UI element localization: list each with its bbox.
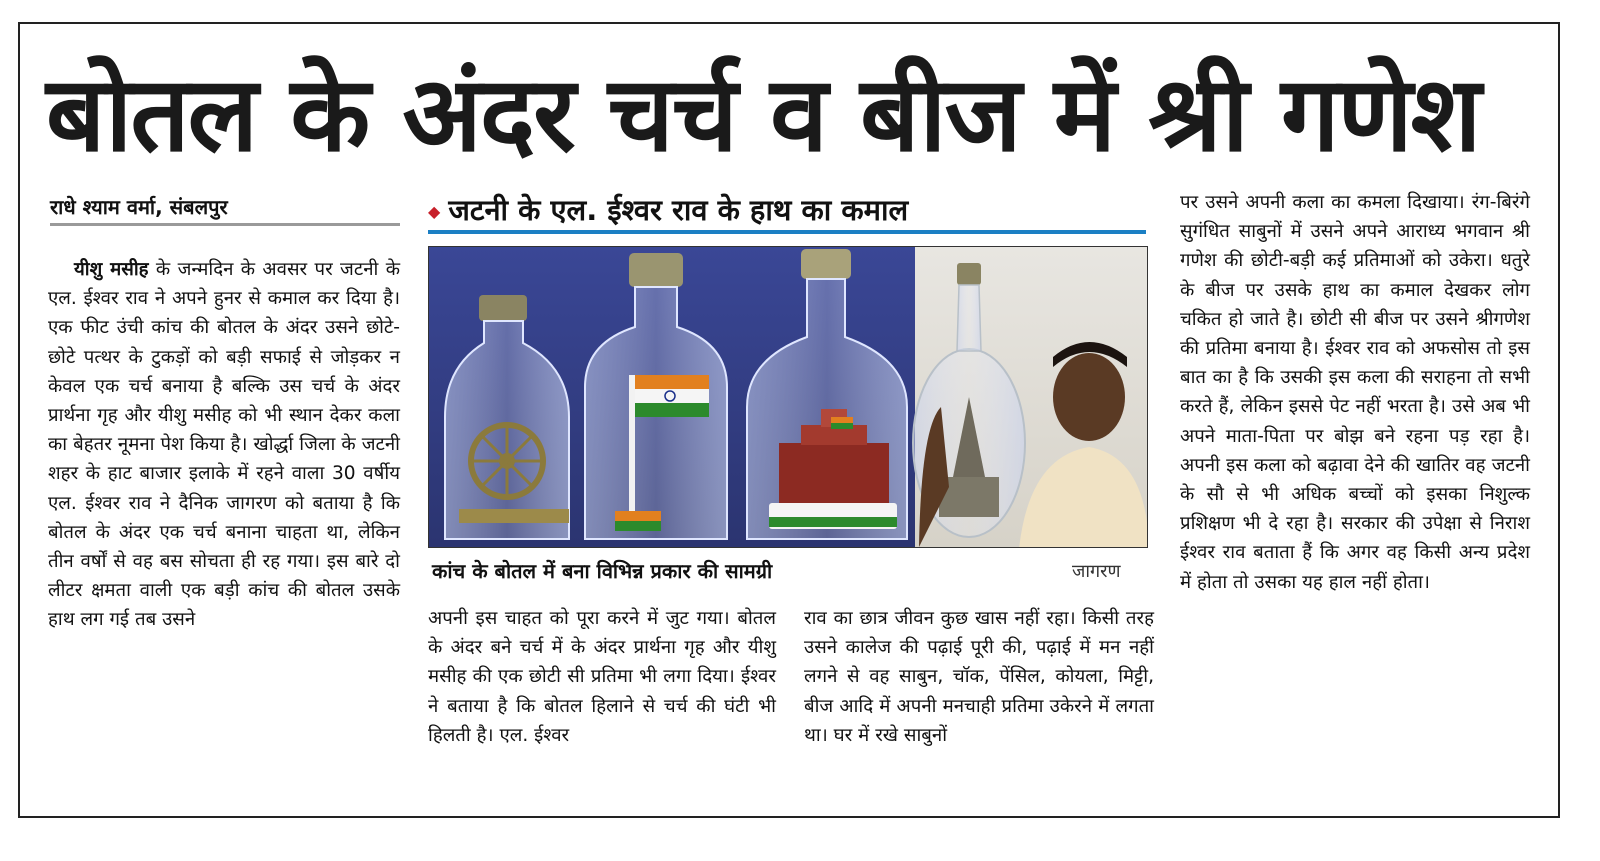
article-lead-words: यीशु मसीह (74, 259, 149, 280)
article-subhead-text: जटनी के एल. ईश्वर राव के हाथ का कमाल (448, 193, 909, 227)
article-byline: राधे श्याम वर्मा, संबलपुर (50, 193, 400, 226)
photo-caption: कांच के बोतल में बना विभिन्न प्रकार की सामग्री (432, 559, 773, 583)
article-column-3: राव का छात्र जीवन कुछ खास नहीं रहा। किसी तरह उसने कालेज की पढ़ाई पूरी की, पढ़ाई में मन नहीं लगने से वह साबुन, चॉक, पेंसिल, कोयला, मिट्टी, बीज आदि में अपनी मनचाही प्रतिमा उकेरने में लगता था। घर में रखे साबुनों (804, 608, 1154, 746)
bottle-art-photo-image (429, 247, 1148, 548)
article-subhead (428, 190, 1146, 234)
diamond-bullet-icon: ◆ (428, 202, 441, 221)
photo-credit: जागरण (1072, 561, 1121, 582)
article-photo (428, 246, 1148, 548)
article-column-1-body: के जन्मदिन के अवसर पर जटनी के एल. ईश्वर राव ने अपने हुनर से कमाल कर दिया है। एक फीट उंची कांच की बोतल के अंदर उसने छोटे-छोटे पत्थर के टुकड़ों को बड़ी सफाई से जोड़कर न केवल एक चर्च बनाया है बल्कि उस चर्च के अंदर प्रार्थना गृह और यीशु मसीह को भी स्थान देकर कला का बेहतर नूमना पेश किया है। खोर्द्धा जिला के जटनी शहर के हाट बाजार इलाके में रहने वाला 30 वर्षीय एल. ईश्वर राव ने दैनिक जागरण को बताया है कि बोतल के अंदर एक चर्च बनाना चाहता था, लेकिन तीन वर्षों से वह बस सोचता ही रह गया। इस बारे दो लीटर क्षमता वाली एक बड़ी कांच की बोतल उसके हाथ लग गई तब उसने (48, 259, 400, 631)
article-column-4: पर उसने अपनी कला का कमला दिखाया। रंग-बिरंगे सुगंधित साबुनों में उसने अपने आराध्य भगवान श्री गणेश की छोटी-बड़ी कई प्रतिमाओं को उकेरा। धतुरे के बीज पर उसके हाथ का कमाल देखकर लोग चकित हो जाते है। छोटी सी बीज पर उसने श्रीगणेश की प्रतिमा बनाया है। ईश्वर राव को अफसोस तो इस बात का है कि उसकी इस कला की सराहना तो सभी करते हैं, लेकिन इससे पेट नहीं भरता है। उसे अब भी अपने माता-पिता पर बोझ बने रहना पड़ रहा है। अपनी इस कला को बढ़ावा देने की खातिर वह जटनी के सौ से भी अधिक बच्चों को इसका निशुल्क प्रशिक्षण भी दे रहा है। सरकार की उपेक्षा से निराश ईश्वर राव बताता हैं कि अगर वह किसी अन्य प्रदेश में होता तो उसका यह हाल नहीं होता। (1180, 192, 1530, 593)
article-column-1 (48, 255, 400, 635)
article-headline: बोतल के अंदर चर्च व बीज में श्री गणेश (46, 53, 1480, 175)
article-column-2: अपनी इस चाहत को पूरा करने में जुट गया। बोतल के अंदर बने चर्च में के अंदर प्रार्थना गृह और यीशु मसीह की एक छोटी सी प्रतिमा भी लगा दिया। ईश्वर ने बताया है कि बोतल हिलाने से चर्च की घंटी भी हिलती है। एल. ईश्वर (428, 608, 776, 746)
